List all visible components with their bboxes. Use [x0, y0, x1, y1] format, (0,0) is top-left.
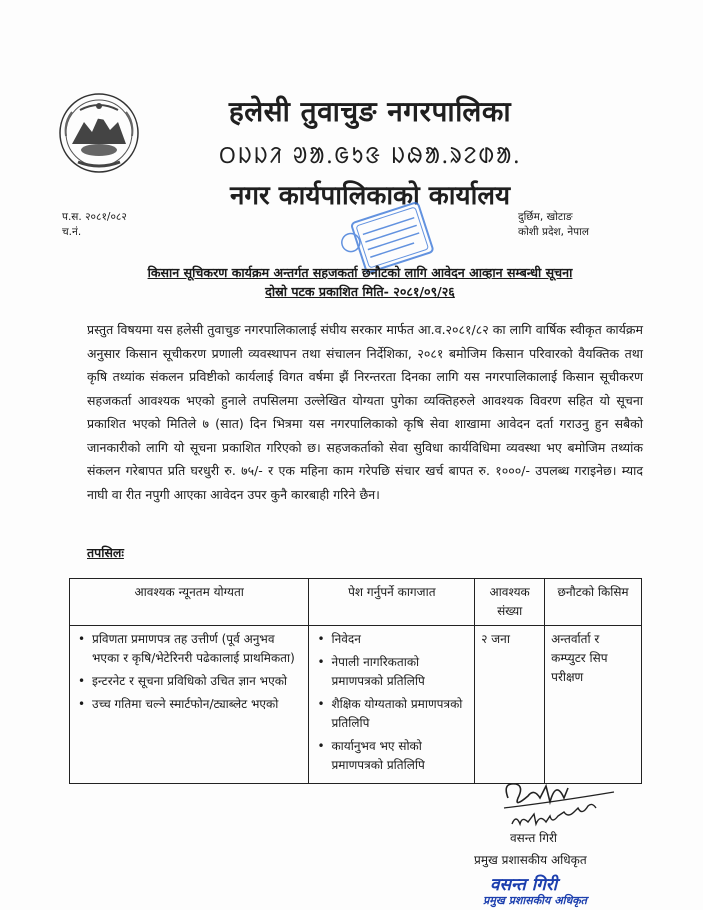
ref-number: प.स. २०८१/०८२: [62, 211, 127, 223]
notice-subtitle: दोस्रो पटक प्रकाशित मिति- २०८१/०९/२६: [265, 284, 455, 299]
table-row: [70, 626, 642, 784]
notice-body: प्रस्तुत विषयमा यस हलेसी तुवाचुङ नगरपालिकालाई संघीय सरकार मार्फत आ.व.२०८१/८२ का लागि वार्षिक स्वीकृत कार्यक्रम अनुसार किसान सूचीकरण प्रणाली व्यवस्थापन तथा संचालन निर्देशिका, २०८१ बमोजिम किसान परिवारको वैयक्तिक तथा कृषि तथ्यांक संकलन प्रविष्टीको कार्यलाई विगत वर्षमा झैं निरन्तरता दिनका लागि यस नगरपालिकालाई किसान सूचीकरण सहजकर्ता आवश्यक भएको हुनाले तपसिलमा उल्लेखित योग्यता पुगेका व्यक्तिहरुले आवश्यक विवरण सहित यो सूचना प्रकाशित भएको मितिले ७ (सात) दिन भित्रमा यस नगरपालिकाको कृषि सेवा शाखामा आवेदन दर्ता गराउनु हुन सबैको जानकारीको लागि यो सूचना प्रकाशित गरिएको छ। सहजकर्ताको सेवा सुविधा कार्यविधिमा व्यवस्था भए बमोजिम तथ्यांक संकलन गरेबापत प्रति घरधुरी रु. ७५/- र एक महिना काम गरेपछि संचार खर्च बापत रु. १०००/- उपलब्ध गराइनेछ। म्याद नाघी वा रीत नपुगी आएका आवेदन उपर कुनै कारबाही गरिने छैन।: [87, 322, 643, 502]
script-municipality-name: ᱛᱡᱡᱤ ᱣᱟᱹᱜᱩᱝ ᱡᱷᱟᱹᱨᱮᱰᱟᱹ: [218, 144, 522, 169]
address-block: [518, 210, 589, 240]
documents-cell: [309, 626, 475, 784]
selection-type-cell: अन्तर्वार्ता र कम्प्युटर सिप परीक्षण: [545, 626, 642, 784]
qualification-item: • प्रविणता प्रमाणपत्र तह उत्तीर्ण (पूर्व अनुभव भएका र कृषि/भेटेरिनरी पढेकालाई प्राथमिकता): [76, 630, 302, 668]
qualification-item: • उच्च गतिमा चल्ने स्मार्टफोन/ट्याब्लेट भएको: [76, 695, 302, 714]
signatory-title: प्रमुख प्रशासकीय अधिकृत: [474, 853, 587, 867]
header-count: आवश्यक संख्या: [475, 579, 545, 626]
document-item: • शैक्षिक योग्यताको प्रमाणपत्रको प्रतिलिपि: [315, 695, 468, 733]
header-qualification: आवश्यक न्यूनतम योग्यता: [70, 579, 309, 626]
document-item: • निवेदन: [315, 630, 468, 649]
notice-title: किसान सूचिकरण कार्यक्रम अन्तर्गत सहजकर्ता छनौटको लागि आवेदन आव्हान सम्बन्धी सूचना: [147, 265, 573, 280]
nepal-emblem-icon: [58, 92, 140, 174]
header-documents: पेश गर्नुपर्ने कागजात: [309, 579, 475, 626]
municipality-name: हलेसी तुवाचुङ नगरपालिका: [228, 95, 512, 128]
address-line-1: दुर्छिम, खोटाङ: [518, 211, 573, 223]
requirements-table: [69, 578, 642, 784]
table-header-row: [70, 579, 642, 626]
qualifications-cell: [70, 626, 309, 784]
qualification-item: • इन्टरनेट र सूचना प्रविधिको उचित ज्ञान भएको: [76, 672, 302, 691]
seal-title: प्रमुख प्रशासकीय अधिकृत: [483, 894, 587, 907]
document-item: • नेपाली नागरिकताको प्रमाणपत्रको प्रतिलिपि: [315, 653, 468, 691]
office-name: नगर कार्यपालिकाको कार्यालय: [229, 181, 511, 211]
dispatch-number: च.नं.: [62, 226, 82, 238]
reference-block: [62, 210, 127, 240]
address-line-2: कोशी प्रदेश, नेपाल: [518, 226, 589, 238]
document-item: • कार्यानुभव भए सोको प्रमाणपत्रको प्रतिलिपि: [315, 737, 468, 775]
seal-name: वसन्त गिरी: [490, 875, 558, 895]
details-label: तपसिलः: [87, 545, 124, 560]
header-selection-type: छनौटको किसिम: [545, 579, 642, 626]
signatory-name: वसन्त गिरी: [510, 831, 558, 845]
count-cell: २ जना: [475, 626, 545, 784]
